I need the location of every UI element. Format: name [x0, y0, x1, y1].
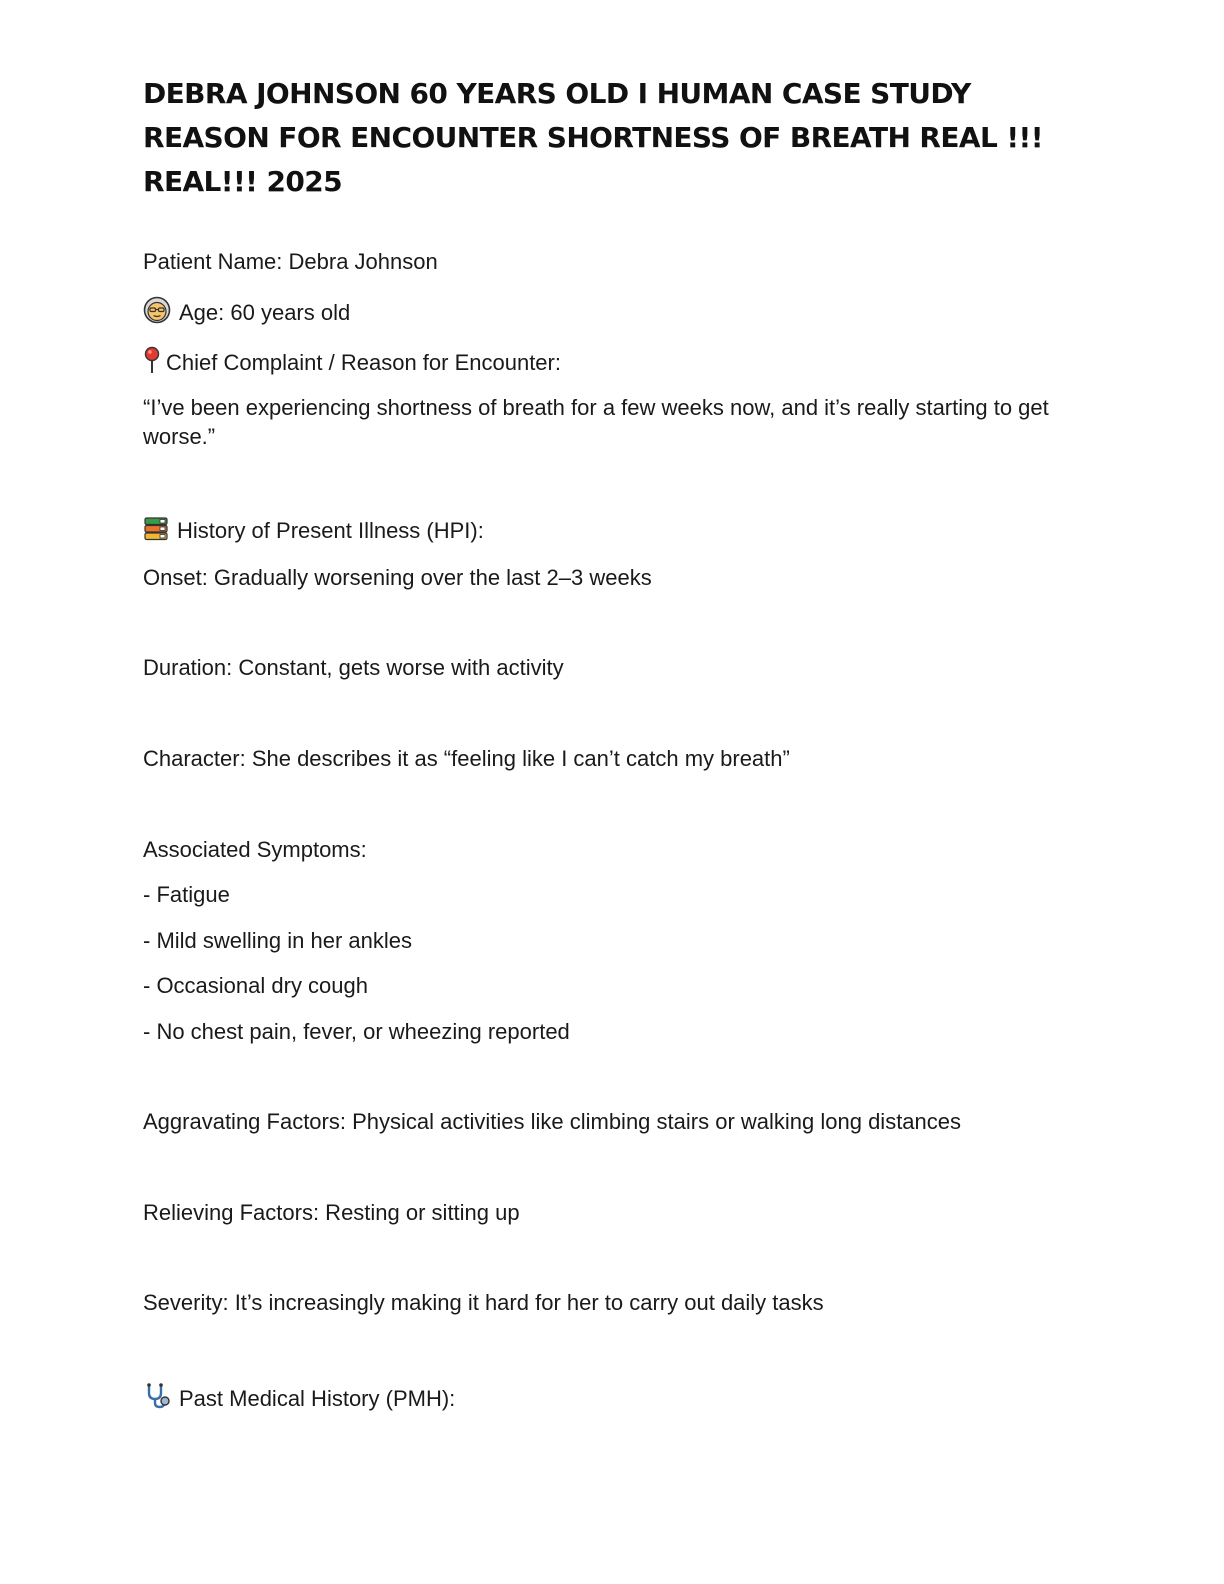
chief-complaint-heading-line — [143, 346, 561, 381]
symptom-list-item: - Mild swelling in her ankles — [143, 928, 412, 953]
hpi-severity: Severity: It’s increasingly making it hard for her to carry out daily tasks — [143, 1290, 824, 1315]
pushpin-icon — [143, 346, 161, 381]
symptom-list-item: - No chest pain, fever, or wheezing reported — [143, 1019, 570, 1044]
pmh-heading: Past Medical History (PMH): — [179, 1386, 456, 1411]
symptom-list-item: - Occasional dry cough — [143, 973, 368, 998]
chief-complaint-quote: “I’ve been experiencing shortness of breath for a few weeks now, and it’s really starting to get worse.” — [143, 395, 1049, 449]
document-title: DEBRA JOHNSON 60 YEARS OLD I HUMAN CASE STUDY REASON FOR ENCOUNTER SHORTNESS OF BREATH REAL !!! REAL!!! 2025 — [143, 77, 1043, 198]
hpi-aggravating: Aggravating Factors: Physical activities like climbing stairs or walking long distances — [143, 1109, 962, 1134]
books-icon — [143, 516, 169, 549]
hpi-heading: History of Present Illness (HPI): — [177, 518, 484, 543]
age-text: Age: 60 years old — [179, 300, 351, 325]
hpi-relieving: Relieving Factors: Resting or sitting up — [143, 1200, 520, 1225]
associated-symptoms-heading: Associated Symptoms: — [143, 837, 367, 862]
hpi-onset: Onset: Gradually worsening over the last 2–3 weeks — [143, 565, 652, 590]
stethoscope-icon — [143, 1382, 171, 1417]
age-line — [143, 296, 350, 331]
chief-complaint-heading: Chief Complaint / Reason for Encounter: — [166, 350, 561, 375]
older-woman-icon — [143, 296, 171, 331]
hpi-heading-line — [143, 516, 484, 549]
symptom-list-item: - Fatigue — [143, 882, 230, 907]
hpi-character: Character: She describes it as “feeling like I can’t catch my breath” — [143, 746, 790, 771]
pmh-heading-line — [143, 1382, 455, 1417]
patient-name: Patient Name: Debra Johnson — [143, 249, 438, 274]
hpi-duration: Duration: Constant, gets worse with activity — [143, 655, 564, 680]
